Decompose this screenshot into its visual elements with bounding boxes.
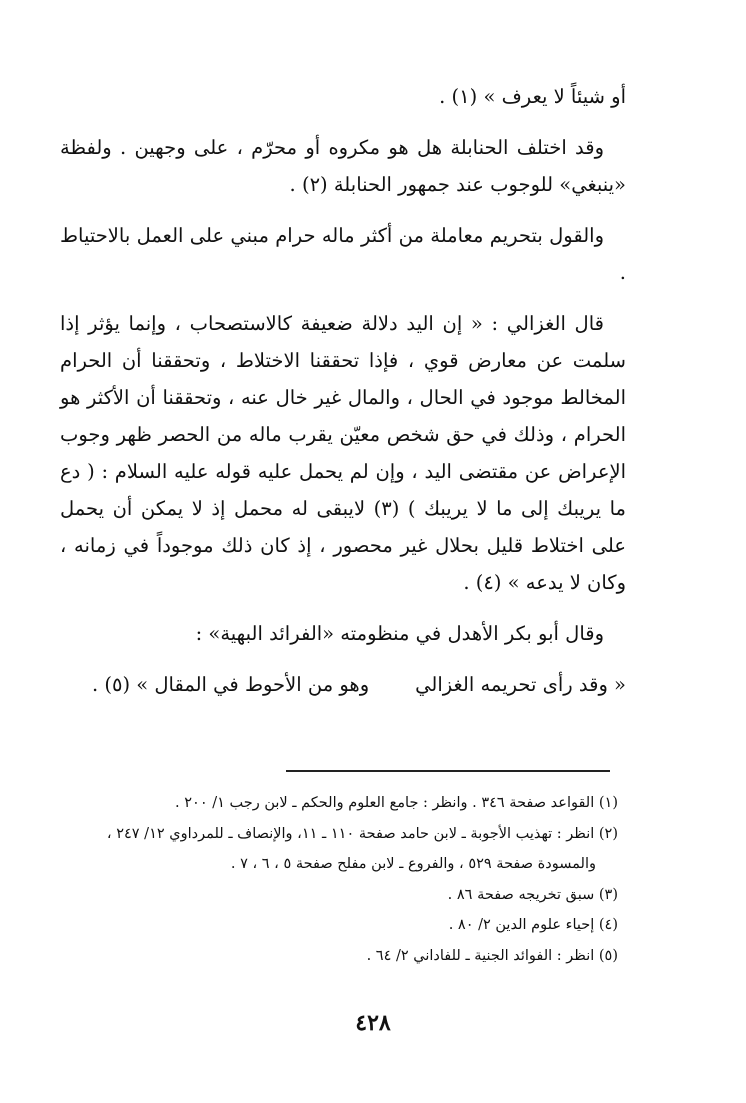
- footnote: (٥) انظر : الفوائد الجنية ـ للفاداني ٢/ ٦٤ .: [366, 947, 618, 964]
- page-number: ٤٢٨: [355, 1010, 391, 1036]
- footnote-separator: [286, 770, 610, 772]
- footnote: (٤) إحياء علوم الدين ٢/ ٨٠ .: [448, 917, 618, 933]
- footnotes: [60, 788, 618, 971]
- paragraph: وقد اختلف الحنابلة هل هو مكروه أو محرّم ، على وجهين . ولفظة «ينبغي» للوجوب عند جمهور الحنابلة (٢) .: [60, 136, 626, 196]
- poem-verse: [60, 666, 626, 703]
- footnote: (٢) انظر : تهذيب الأجوبة ـ لابن حامد صفحة ١١٠ ـ ١١، والإنصاف ـ للمرداوي ١٢/ ٢٤٧ ،: [106, 825, 618, 842]
- main-text: [60, 78, 626, 703]
- paragraph: أو شيئاً لا يعرف » (١) .: [439, 85, 626, 108]
- footnote: (١) القواعد صفحة ٣٤٦ . وانظر : جامع العلوم والحكم ـ لابن رجب ١/ ٢٠٠ .: [175, 795, 618, 811]
- footnote-continuation: والمسودة صفحة ٥٢٩ ، والفروع ـ لابن مفلح صفحة ٥ ، ٦ ، ٧ .: [230, 856, 596, 872]
- paragraph: وقال أبو بكر الأهدل في منظومته «الفرائد البهية» :: [195, 622, 604, 645]
- paragraph: والقول بتحريم معاملة من أكثر ماله حرام مبني على العمل بالاحتياط .: [60, 224, 626, 284]
- verse-hemistich-first: « وقد رأى تحريمه الغزالي: [415, 673, 626, 696]
- verse-hemistich-second: وهو من الأحوط في المقال » (٥) .: [91, 673, 370, 696]
- quote-paragraph: قال الغزالي : « إن اليد دلالة ضعيفة كالاستصحاب ، وإنما يؤثر إذا سلمت عن معارض قوي ، فإذا تحققنا الاختلاط ، وتحققنا أن الحرام المخالط موجود في الحال ، والمال غير خال عنه ، وتحققنا أن الأكثر هو الحرام ، وذلك في حق شخص معيّن يقرب ماله من الحصر ظهر وجوب الإعراض عن مقتضى اليد ، وإن لم يحمل عليه قوله عليه السلام : ( دع ما يريبك إلى ما لا يريبك ) (٣) لايبقى له محمل إذ لا يمكن أن يحمل على اختلاط قليل بحلال غير محصور ، إذ كان ذلك موجوداً في زمانه ، وكان لا يدعه » (٤) .: [60, 312, 627, 594]
- footnote: (٣) سبق تخريجه صفحة ٨٦ .: [447, 886, 618, 903]
